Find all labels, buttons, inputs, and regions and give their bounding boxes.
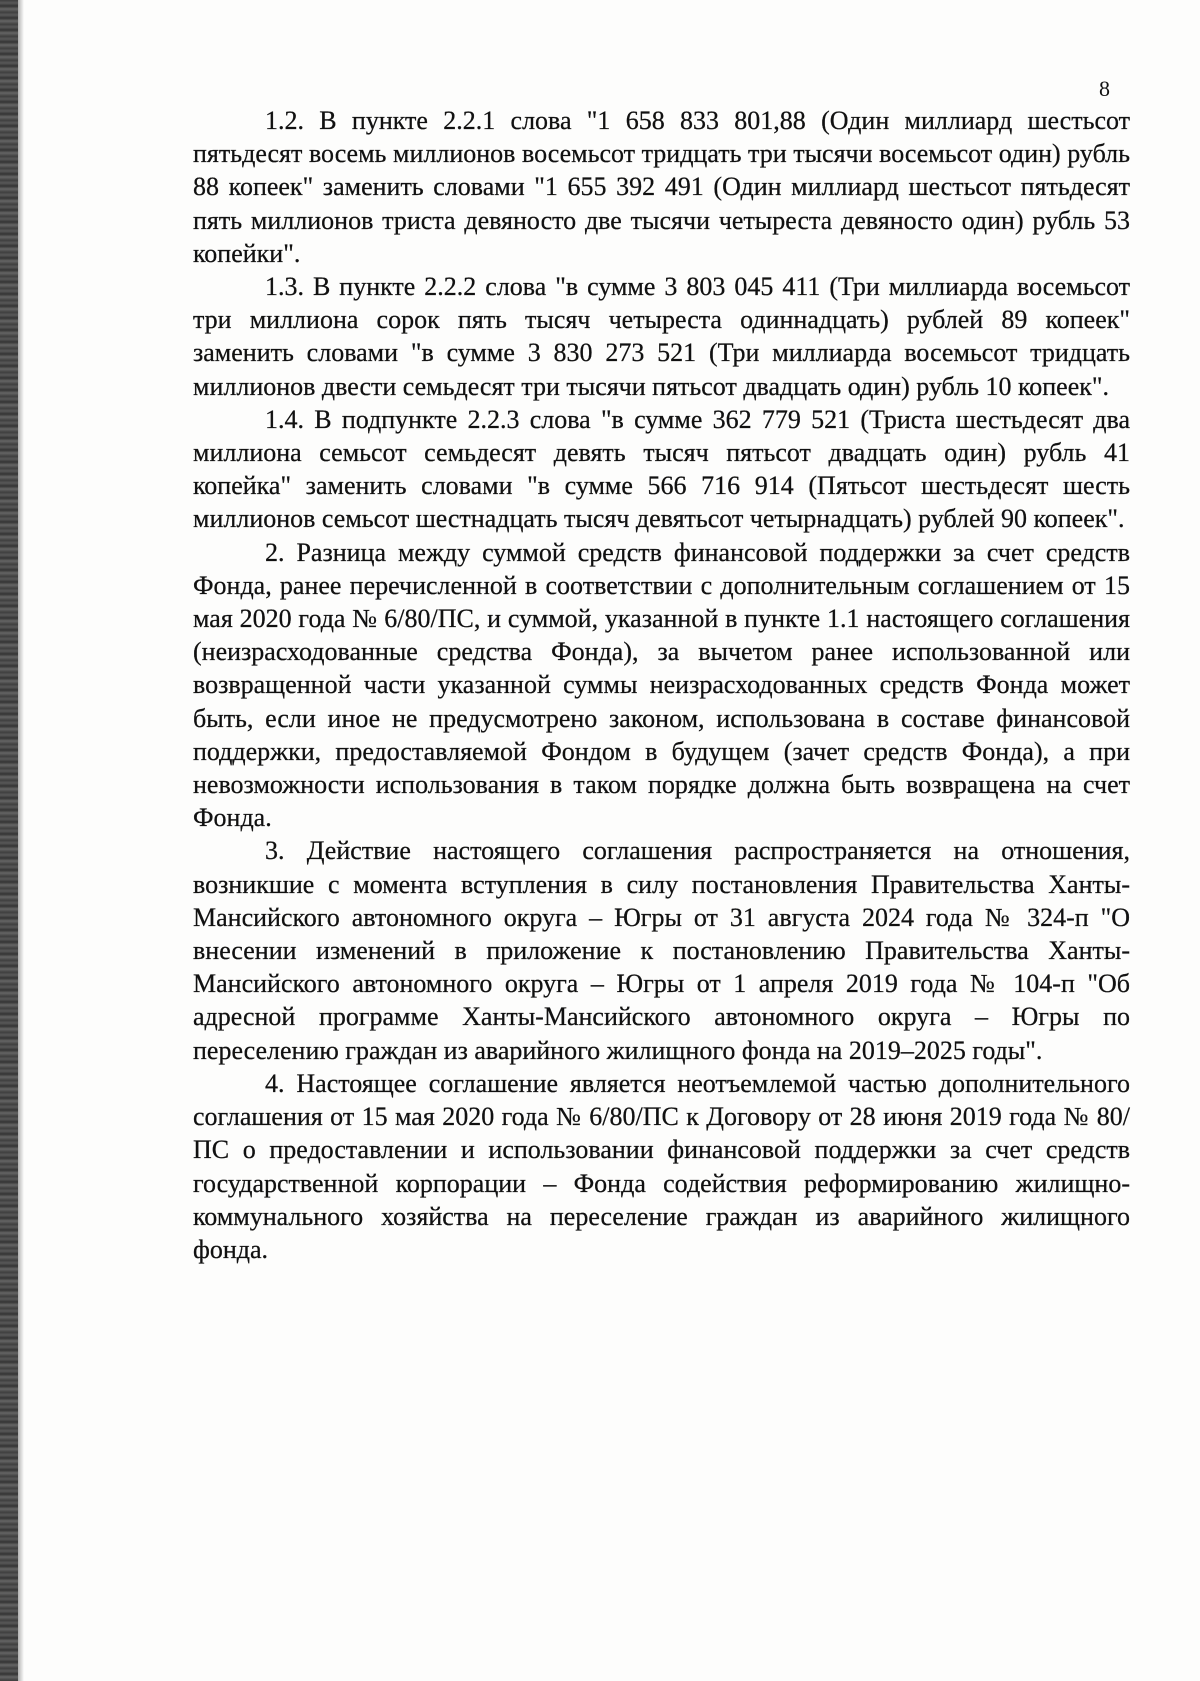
document-body xyxy=(193,104,1130,1266)
paragraph-1-3: 1.3. В пункте 2.2.2 слова "в сумме 3 803 045 411 (Три миллиарда восемьсот три миллиона сорок пять тысяч четыреста одиннадцать) рублей 89 копеек" заменить словами "в сумме 3 830 273 521 (Три миллиарда восемьсот тридцать миллионов двести семьдесят три тысячи пятьсот двадцать один) рубль 10 копеек". xyxy=(193,272,1130,401)
paragraph-2: 2. Разница между суммой средств финансовой поддержки за счет средств Фонда, ранее перечисленной в соответствии с дополнительным соглашением от 15 мая 2020 года № 6/80/ПС, и суммой, указанной в пункте 1.1 настоящего соглашения (неизрасходованные средства Фонда), за вычетом ранее использованной или возвращенной части указанной суммы неизрасходованных средств Фонда может быть, если иное не предусмотрено законом, использована в составе финансовой поддержки, предоставляемой Фондом в будущем (зачет средств Фонда), а при невозможности использования в таком порядке должна быть возвращена на счет Фонда. xyxy=(193,537,1130,833)
page-number: 8 xyxy=(1099,76,1110,101)
paragraph-1-4: 1.4. В подпункте 2.2.3 слова "в сумме 362 779 521 (Триста шестьдесят два миллиона семьсот семьдесят девять тысяч пятьсот двадцать один) рубль 41 копейка" заменить словами "в сумме 566 716 914 (Пятьсот шестьдесят шесть миллионов семьсот шестнадцать тысяч девятьсот четырнадцать) рублей 90 копеек". xyxy=(193,404,1130,534)
scan-edge-shadow xyxy=(0,0,18,1681)
scan-edge-fade xyxy=(18,0,24,1681)
paragraph-3: 3. Действие настоящего соглашения распространяется на отношения, возникшие с момента вступления в силу постановления Правительства Ханты-Мансийского автономного округа – Югры от 31 августа 2024 года № 324-п "О внесении изменений в приложение к постановлению Правительства Ханты-Мансийского автономного округа – Югры от 1 апреля 2019 года № 104-п "Об адресной программе Ханты-Мансийского автономного округа – Югры по переселению граждан из аварийного жилищного фонда на 2019–2025 годы". xyxy=(193,836,1130,1065)
paragraph-1-2: 1.2. В пункте 2.2.1 слова "1 658 833 801,88 (Один миллиард шестьсот пятьдесят восемь миллионов восемьсот тридцать три тысячи восемьсот один) рубль 88 копеек" заменить словами "1 655 392 491 (Один миллиард шестьсот пятьдесят пять миллионов триста девяносто две тысячи четыреста девяносто один) рубль 53 копейки". xyxy=(193,106,1130,268)
paragraph-4: 4. Настоящее соглашение является неотъемлемой частью дополнительного соглашения от 15 мая 2020 года № 6/80/ПС к Договору от 28 июня 2019 года № 80/ПС о предоставлении и использовании финансовой поддержки за счет средств государственной корпорации – Фонда содействия реформированию жилищно-коммунального хозяйства на переселение граждан из аварийного жилищного фонда. xyxy=(193,1068,1130,1264)
